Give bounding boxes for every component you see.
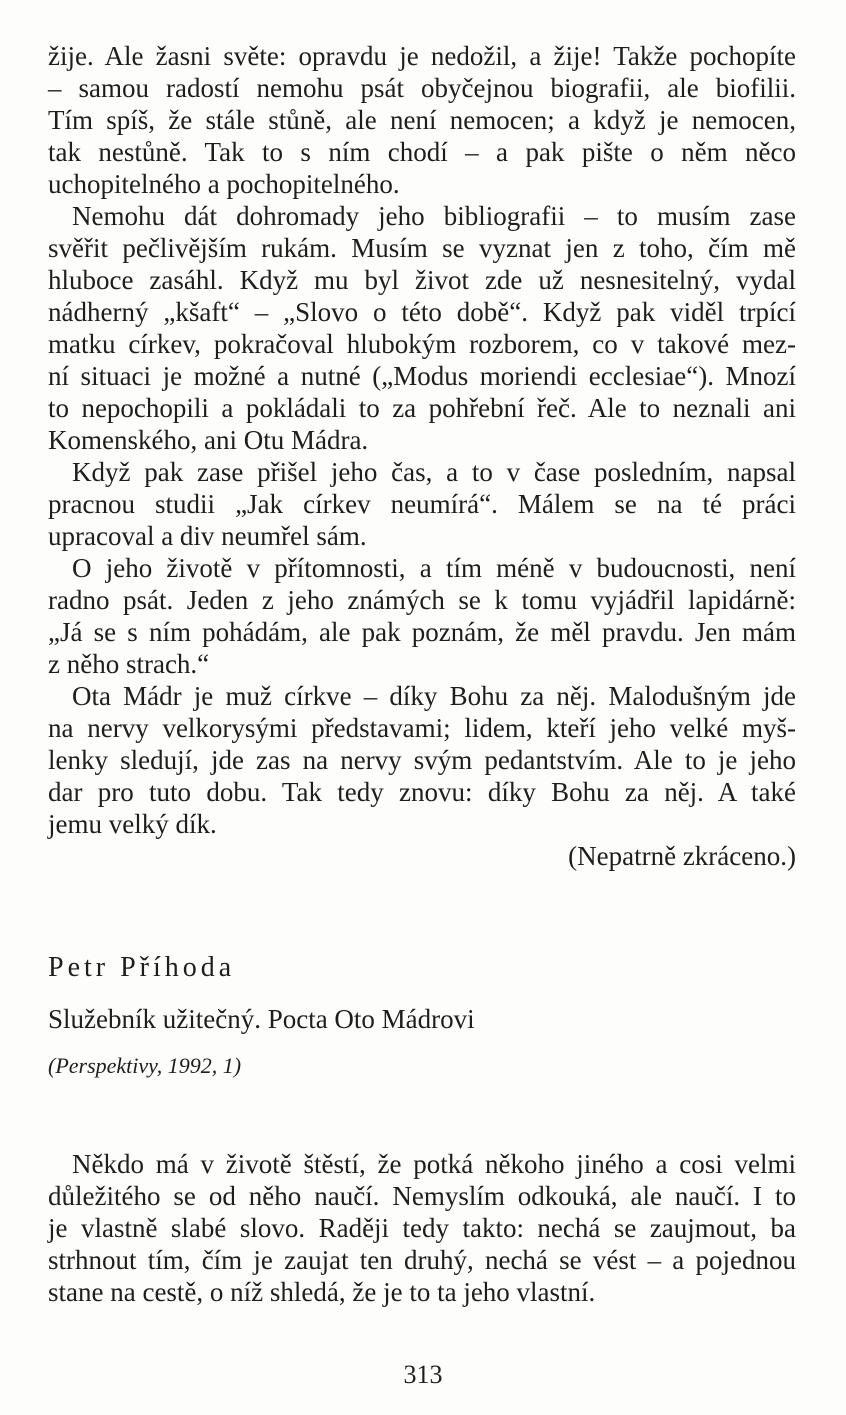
text-line: Komenského, ani Otu Mádra. bbox=[48, 425, 369, 455]
body-text bbox=[48, 40, 796, 872]
text-line: Někdo má v životě štěstí, že potká někoho jiného a cosi velmi bbox=[72, 1149, 796, 1179]
text-line: jemu velký dík. bbox=[48, 809, 217, 839]
text-line: nádherný „kšaft“ – „Slovo o této době“. Když pak viděl trpící bbox=[48, 297, 796, 327]
text-line: žije. Ale žasni světe: opravdu je nedožil, a žije! Takže pochopíte bbox=[48, 41, 796, 71]
work-title: Služebník užitečný. Pocta Oto Mádrovi bbox=[48, 1004, 475, 1034]
text-line: uchopitelného a pochopitelného. bbox=[48, 169, 400, 199]
abridged-note: (Nepatrně zkráceno.) bbox=[568, 841, 796, 871]
second-text bbox=[48, 1148, 796, 1308]
text-line: je vlastně slabé slovo. Raději tedy takto: nechá se zaujmout, ba bbox=[48, 1213, 796, 1243]
text-line: svěřit pečlivějším rukám. Musím se vyznat jen z toho, čím mě bbox=[48, 233, 796, 263]
text-line: upracoval a div neumřel sám. bbox=[48, 521, 367, 551]
source-citation: (Perspektivy, 1992, 1) bbox=[48, 1053, 242, 1078]
text-line: strhnout tím, čím je zaujat ten druhý, nechá se vést – a pojednou bbox=[48, 1245, 796, 1275]
text-line: pracnou studii „Jak církev neumírá“. Málem se na té práci bbox=[48, 489, 796, 519]
text-line: Tím spíš, že stále stůně, ale není nemocen; a když je nemocen, bbox=[48, 105, 796, 135]
page-number: 313 bbox=[403, 1360, 443, 1389]
text-line: ní situaci je možné a nutné („Modus moriendi ecclesiae“). Mnozí bbox=[48, 361, 796, 391]
text-line: na nervy velkorysými představami; lidem, kteří jeho velké myš- bbox=[48, 713, 796, 743]
text-line: důležitého se od něho naučí. Nemyslím odkouká, ale naučí. I to bbox=[48, 1181, 796, 1211]
text-line: to nepochopili a pokládali to za pohřební řeč. Ale to neznali ani bbox=[48, 393, 796, 423]
text-line: Nemohu dát dohromady jeho bibliografii – to musím zase bbox=[72, 201, 796, 231]
text-line: „Já se s ním pohádám, ale pak poznám, že měl pravdu. Jen mám bbox=[48, 617, 796, 647]
text-line: dar pro tuto dobu. Tak tedy znovu: díky Bohu za něj. A také bbox=[48, 777, 796, 807]
text-line: O jeho životě v přítomnosti, a tím méně v budoucnosti, není bbox=[72, 553, 796, 583]
text-line: Když pak zase přišel jeho čas, a to v čase posledním, napsal bbox=[72, 457, 796, 487]
text-line: hluboce zasáhl. Když mu byl život zde už nesnesitelný, vydal bbox=[48, 265, 796, 295]
author-name: Petr Příhoda bbox=[48, 952, 236, 983]
text-line: radno psát. Jeden z jeho známých se k tomu vyjádřil lapidárně: bbox=[48, 585, 796, 615]
text-line: matku církev, pokračoval hlubokým rozborem, co v takové mez- bbox=[48, 329, 796, 359]
text-line: Ota Mádr je muž církve – díky Bohu za něj. Malodušným jde bbox=[72, 681, 796, 711]
text-line: – samou radostí nemohu psát obyčejnou biografii, ale biofilii. bbox=[48, 73, 796, 103]
text-line: z něho strach.“ bbox=[48, 649, 210, 679]
text-line: stane na cestě, o níž shledá, že je to ta jeho vlastní. bbox=[48, 1277, 596, 1307]
text-line: tak nestůně. Tak to s ním chodí – a pak pište o něm něco bbox=[48, 137, 796, 167]
text-line: lenky sledují, jde zas na nervy svým pedantstvím. Ale to je jeho bbox=[48, 745, 796, 775]
